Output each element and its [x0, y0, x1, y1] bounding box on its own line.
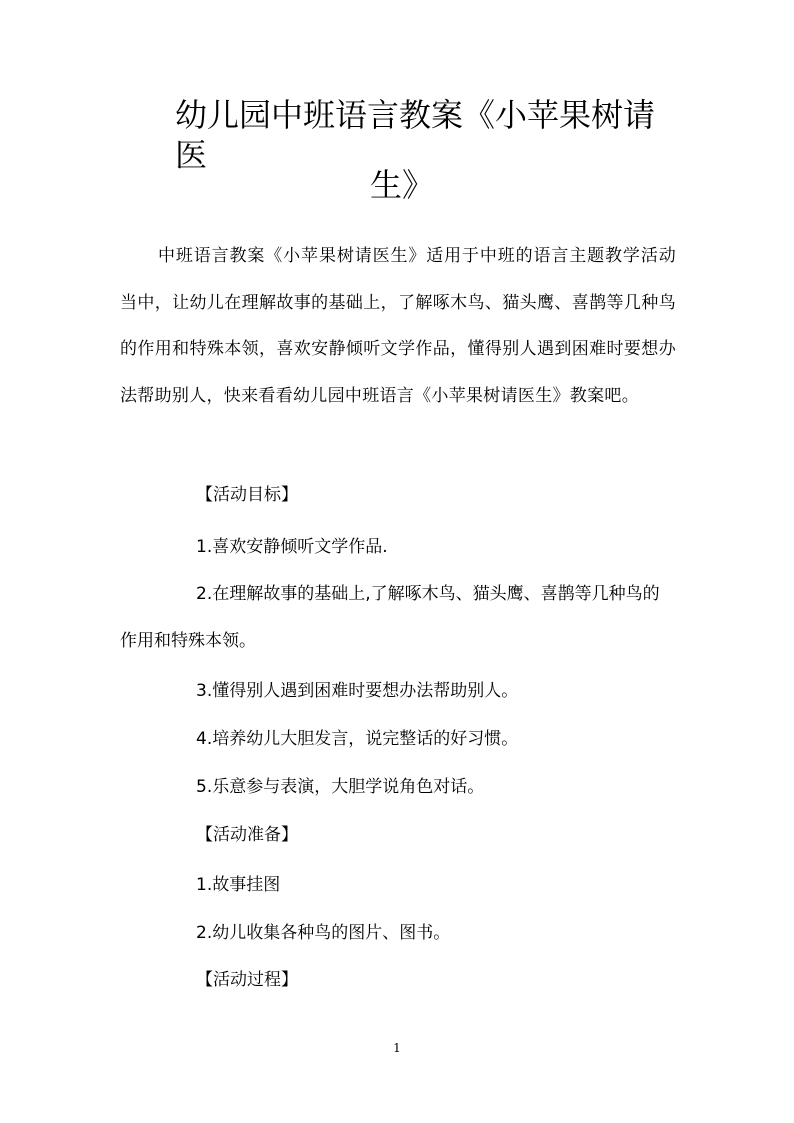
goal-item-3: 3.懂得别人遇到困难时要想办法帮助别人。	[196, 681, 519, 701]
goals-heading: 【活动目标】	[196, 485, 298, 505]
goal-item-5: 5.乐意参与表演，大胆学说角色对话。	[196, 777, 485, 797]
prep-item-2: 2.幼儿收集各种鸟的图片、图书。	[196, 923, 451, 943]
intro-paragraph: 中班语言教案《小苹果树请医生》适用于中班的语言主题教学活动当中，让幼儿在理解故事的基础上，了解啄木鸟、猫头鹰、喜鹊等几种鸟的作用和特殊本领，喜欢安静倾听文学作品，懂得别人遇到困难时要想办法帮助别人，快来看看幼儿园中班语言《小苹果树请医生》教案吧。	[120, 246, 676, 406]
goal-item-2: 2.在理解故事的基础上,了解啄木鸟、猫头鹰、喜鹊等几种鸟的作用和特殊本领。	[120, 584, 660, 651]
prep-item-1: 1.故事挂图	[196, 875, 281, 895]
document-title-line-2: 生》	[370, 166, 435, 204]
document-title-line-1: 幼儿园中班语言教案《小苹果树请医	[175, 96, 656, 174]
process-heading: 【活动过程】	[196, 970, 298, 990]
prep-heading: 【活动准备】	[196, 825, 298, 845]
page-number: 1	[393, 1041, 401, 1055]
goal-item-4: 4.培养幼儿大胆发言，说完整话的好习惯。	[196, 729, 519, 749]
goal-item-1: 1.喜欢安静倾听文学作品.	[196, 537, 388, 557]
